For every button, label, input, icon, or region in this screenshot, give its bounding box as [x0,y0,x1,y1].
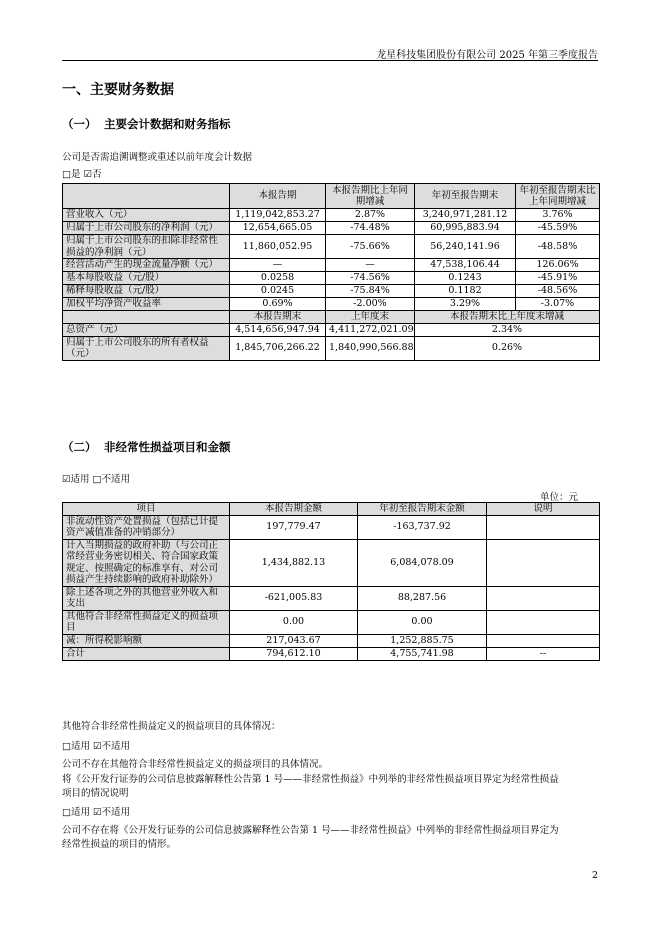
row-label: 营业收入（元） [63,209,230,222]
table-row [63,336,600,360]
note-line: 经常性损益的项目的情形。 [62,839,177,850]
table-row [63,272,600,285]
table-cell: -74.48% [326,222,415,235]
table-cell: -48.58% [516,235,600,259]
table-row [63,209,600,222]
row-label: 其他符合非经常性损益定义的损益项目 [63,610,230,634]
table-cell: 217,043.67 [230,634,358,647]
table-header-cell: 年初至报告期末比上年同期增减 [516,184,600,209]
table-cell: 0.0258 [230,272,326,285]
table-cell: 11,860,052.95 [230,235,326,259]
table-cell: -75.66% [326,235,415,259]
table-cell: 126.06% [516,259,600,272]
table-cell: 12,654,665.05 [230,222,326,235]
row-label: 总资产（元） [63,323,230,336]
subsection-number: （二） [62,440,97,454]
row-label: 基本每股收益（元/股） [63,272,230,285]
table-cell: 1,845,706,266.22 [230,336,326,360]
table-row [63,235,600,259]
table-row [63,323,600,336]
table-cell: 47,538,106.44 [415,259,516,272]
note-line: □适用 ☑不适用 [62,807,131,818]
row-label: 加权平均净资产收益率 [63,298,230,311]
table-header-cell: 本报告期金额 [230,503,358,516]
table-row [63,515,600,539]
table-row [63,539,600,586]
table-cell [487,586,600,610]
table-cell: 1,434,882.13 [230,539,358,586]
table-cell: — [326,259,415,272]
table-header-row [63,503,600,516]
table-header-cell: 上年度末 [326,311,415,324]
table-header-cell: 年初至报告期末 [415,184,516,209]
subsection-label: 非经常性损益项目和金额 [104,440,231,454]
note-line: 将《公开发行证券的公司信息披露解释性公告第 1 号——非经常性损益》中列举的非经常性损益项目界定为经常性损益 [62,774,559,785]
table-cell: 3,240,971,281.12 [415,209,516,222]
row-label: 经营活动产生的现金流量净额（元） [63,259,230,272]
table-cell: -3.07% [516,298,600,311]
table-header-cell [63,311,230,324]
table-cell: 197,779.47 [230,515,358,539]
table-cell: 794,612.10 [230,647,358,660]
row-label: 归属于上市公司股东的净利润（元） [63,222,230,235]
table-header-cell: 本报告期末比上年度末增减 [415,311,600,324]
subsection-number: （一） [62,117,97,131]
table-cell [487,515,600,539]
unit-label: 单位：元 [540,492,579,503]
table-cell: — [230,259,326,272]
table-cell: 56,240,141.96 [415,235,516,259]
table-cell: 6,084,078.09 [358,539,487,586]
note-line: 公司不存在其他符合非经常性损益定义的损益项目的具体情况。 [62,759,329,770]
row-label: 合计 [63,647,230,660]
row-label: 减：所得税影响额 [63,634,230,647]
table-cell: 1,252,885.75 [358,634,487,647]
subsection-title-1 [62,116,231,132]
note-line: 公司不存在将《公开发行证券的公司信息披露解释性公告第 1 号——非经常性损益》中列举的非经常性损益项目界定为 [62,825,559,836]
table-cell: -45.91% [516,272,600,285]
table-cell: 4,411,272,021.09 [326,323,415,336]
section-title: 一、主要财务数据 [62,82,174,98]
table-header-row [63,311,600,324]
table-cell: 2.34% [415,323,600,336]
table-cell: -621,005.83 [230,586,358,610]
row-label: 除上述各项之外的其他营业外收入和支出 [63,586,230,610]
row-label: 稀释每股收益（元/股） [63,285,230,298]
key-financials-table [62,183,600,361]
table-header-cell: 本报告期末 [230,311,326,324]
table-cell [487,634,600,647]
table-header-row [63,184,600,209]
page-number: 2 [592,870,599,881]
note-line: 其他符合非经常性损益定义的损益项目的具体情况： [62,721,281,732]
table-row [63,586,600,610]
page-header: 龙星科技集团股份有限公司 2025 年第三季度报告 [376,50,598,61]
table-cell: -45.59% [516,222,600,235]
table-cell: 2.87% [326,209,415,222]
note-line: 项目的情况说明 [62,788,129,799]
table-cell: 1,119,042,853.27 [230,209,326,222]
row-label: 归属于上市公司股东的扣除非经常性损益的净利润（元） [63,235,230,259]
table-cell: 60,995,883.94 [415,222,516,235]
subsection-label: 主要会计数据和财务指标 [104,117,231,131]
table-cell: 4,755,741.98 [358,647,487,660]
table-cell: -48.56% [516,285,600,298]
table-cell: -- [487,647,600,660]
table-cell [487,539,600,586]
table-cell: 3.76% [516,209,600,222]
table-cell: 0.00 [230,610,358,634]
row-label: 归属于上市公司股东的所有者权益（元） [63,336,230,360]
table-cell: 0.1182 [415,285,516,298]
table-row [63,610,600,634]
table-header-cell: 本报告期比上年同期增减 [326,184,415,209]
table-row [63,647,600,660]
table-header-cell [63,184,230,209]
table-row [63,222,600,235]
table-header-cell: 项目 [63,503,230,516]
table-cell: -75.84% [326,285,415,298]
retro-answer: □是 ☑否 [62,169,102,180]
subsection-title-2 [62,439,231,455]
non-recurring-items-table [62,502,600,661]
table-cell: 0.1243 [415,272,516,285]
table-row [63,298,600,311]
row-label: 非流动性资产处置损益（包括已计提资产减值准备的冲销部分） [63,515,230,539]
table-row [63,285,600,298]
note-line: □适用 ☑不适用 [62,741,131,752]
table-cell: -74.56% [326,272,415,285]
table-header-cell: 年初至报告期末金额 [358,503,487,516]
table-cell: 0.0245 [230,285,326,298]
applicable-choice: ☑适用 □不适用 [62,474,131,485]
table-cell: 0.26% [415,336,600,360]
row-label: 计入当期损益的政府补助（与公司正常经营业务密切相关、符合国家政策规定、按照确定的标准享有、对公司损益产生持续影响的政府补助除外） [63,539,230,586]
table-cell: -163,737.92 [358,515,487,539]
table-row [63,634,600,647]
header-divider [62,60,598,61]
table-row [63,259,600,272]
retro-question: 公司是否需追溯调整或重述以前年度会计数据 [62,152,253,163]
table-header-cell: 说明 [487,503,600,516]
table-cell [487,610,600,634]
table-cell: 0.69% [230,298,326,311]
table-cell: 1,840,990,566.88 [326,336,415,360]
table-cell: 3.29% [415,298,516,311]
table-header-cell: 本报告期 [230,184,326,209]
table-cell: 88,287.56 [358,586,487,610]
table-cell: -2.00% [326,298,415,311]
table-cell: 0.00 [358,610,487,634]
table-cell: 4,514,656,947.94 [230,323,326,336]
